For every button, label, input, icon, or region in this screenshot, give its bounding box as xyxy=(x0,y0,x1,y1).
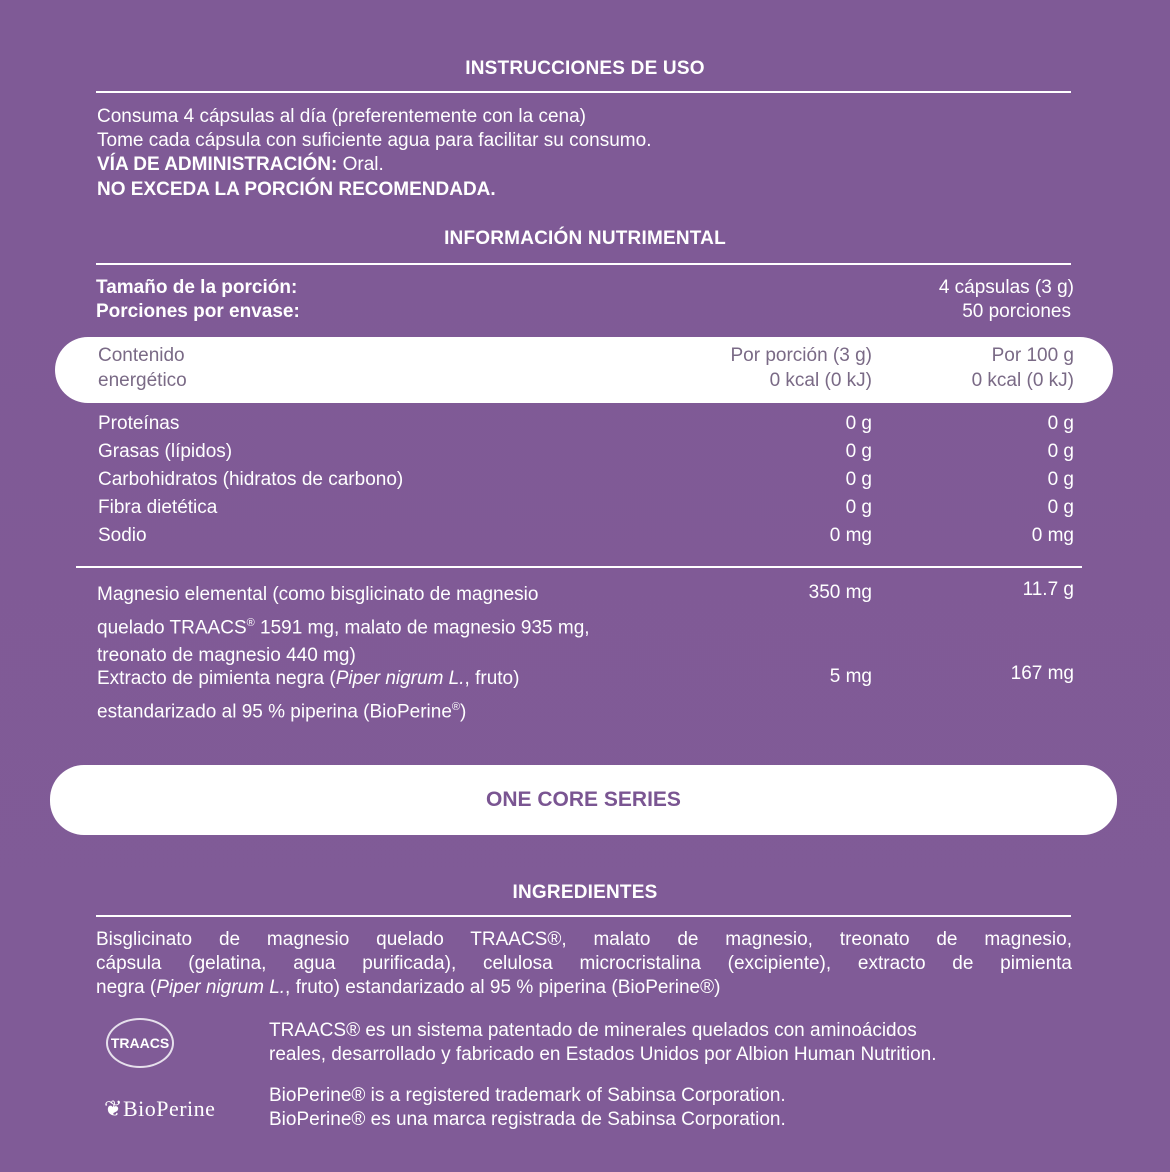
table-row xyxy=(98,410,1074,438)
magnesium-line: treonato de magnesio 440 mg) xyxy=(97,645,356,667)
bioperine-logo-text: BioPerine xyxy=(122,1096,216,1121)
per-serving-header: Por porción (3 g) xyxy=(730,345,872,366)
per-100g-header: Por 100 g xyxy=(991,345,1074,366)
bioperine-logo xyxy=(104,1096,215,1122)
pepper-per-100g: 167 mg xyxy=(1010,663,1074,684)
ingredients-line: cápsula (gelatina, agua purificada), celulosa microcristalina (excipiente), extracto de pimienta xyxy=(96,953,1072,974)
nutrient-per-serving: 0 g xyxy=(845,497,872,518)
magnesium-line: Magnesio elemental (como bisglicinato de magnesio xyxy=(97,584,539,605)
serving-size-value: 4 cápsulas (3 g) xyxy=(938,277,1074,298)
instructions-title: INSTRUCCIONES DE USO xyxy=(465,58,705,79)
servings-per-container-label: Porciones por envase: xyxy=(96,301,300,322)
pepper-line xyxy=(97,693,519,726)
ingredients-line xyxy=(96,976,1072,1000)
table-row xyxy=(98,494,1074,522)
route-line xyxy=(97,153,384,177)
registered-mark: ® xyxy=(451,701,460,713)
per-100g-energy: 0 kcal (0 kJ) xyxy=(971,370,1074,391)
leaf-icon: ❦ xyxy=(104,1096,123,1121)
divider xyxy=(76,566,1082,568)
series-banner-text: ONE CORE SERIES xyxy=(486,788,681,811)
pepper-description xyxy=(97,665,519,726)
pepper-line-text: estandarizado al 95 % piperina (BioPerine xyxy=(97,701,452,723)
magnesium-line-text: quelado TRAACS xyxy=(97,617,247,639)
ingredients-line-text: , fruto) estandarizado al 95 % piperina (BioPerine®) xyxy=(285,977,721,998)
magnesium-per-serving: 350 mg xyxy=(808,582,872,603)
bioperine-note-line: BioPerine® es una marca registrada de Sabinsa Corporation. xyxy=(269,1109,786,1130)
nutrient-per-100g: 0 mg xyxy=(1031,525,1074,546)
traacs-note-line: TRAACS® es un sistema patentado de minerales quelados con aminoácidos xyxy=(269,1020,917,1041)
pepper-line-text: , fruto) xyxy=(464,668,520,689)
dosage-warning: NO EXCEDA LA PORCIÓN RECOMENDADA. xyxy=(97,179,496,200)
route-label: VÍA DE ADMINISTRACIÓN: xyxy=(97,154,338,175)
servings-per-container-value: 50 porciones xyxy=(962,301,1071,322)
table-row xyxy=(98,466,1074,494)
divider xyxy=(96,915,1071,917)
ingredients-list xyxy=(96,928,1072,1000)
nutrient-per-serving: 0 mg xyxy=(829,525,872,546)
nutrient-name: Fibra dietética xyxy=(98,497,218,518)
route-value: Oral. xyxy=(337,154,384,175)
divider xyxy=(96,263,1071,265)
nutrient-name: Grasas (lípidos) xyxy=(98,441,233,462)
traacs-note-line: reales, desarrollado y fabricado en Estados Unidos por Albion Human Nutrition. xyxy=(269,1044,937,1065)
pepper-per-serving: 5 mg xyxy=(829,666,872,687)
ingredients-line-text: negra ( xyxy=(96,977,157,998)
instruction-line: Consuma 4 cápsulas al día (preferentemente con la cena) xyxy=(97,106,586,127)
magnesium-line xyxy=(97,609,590,642)
bioperine-note-line: BioPerine® is a registered trademark of Sabinsa Corporation. xyxy=(269,1085,786,1106)
ingredients-title: INGREDIENTES xyxy=(512,882,658,903)
pepper-latin-name: Piper nigrum L. xyxy=(335,668,465,689)
ingredients-line: Bisglicinato de magnesio quelado TRAACS®, malato de magnesio, treonato de magnesio, xyxy=(96,929,1072,950)
traacs-note xyxy=(269,1019,936,1067)
divider xyxy=(96,91,1071,93)
nutrient-table xyxy=(98,410,1074,550)
nutrient-per-100g: 0 g xyxy=(1047,497,1074,518)
nutrition-title: INFORMACIÓN NUTRIMENTAL xyxy=(444,228,726,249)
registered-mark: ® xyxy=(246,617,255,629)
magnesium-description xyxy=(97,581,590,670)
table-row xyxy=(98,438,1074,466)
magnesium-line-text: 1591 mg, malato de magnesio 935 mg, xyxy=(254,617,590,639)
table-row xyxy=(98,522,1074,550)
energy-content-row xyxy=(55,337,1113,403)
nutrient-per-serving: 0 g xyxy=(845,413,872,434)
energy-label: energético xyxy=(98,370,187,391)
nutrient-per-100g: 0 g xyxy=(1047,413,1074,434)
pepper-line-text: Extracto de pimienta negra ( xyxy=(97,668,336,689)
pepper-latin-name: Piper nigrum L. xyxy=(156,977,286,998)
pepper-line xyxy=(97,665,519,693)
nutrient-per-serving: 0 g xyxy=(845,441,872,462)
nutrient-name: Carbohidratos (hidratos de carbono) xyxy=(98,469,404,490)
traacs-logo-text: TRAACS xyxy=(110,1035,170,1051)
traacs-logo xyxy=(106,1018,174,1068)
instruction-line: Tome cada cápsula con suficiente agua para facilitar su consumo. xyxy=(97,130,652,151)
nutrient-name: Proteínas xyxy=(98,413,180,434)
per-serving-energy: 0 kcal (0 kJ) xyxy=(769,370,872,391)
bioperine-note xyxy=(269,1084,786,1132)
magnesium-per-100g: 11.7 g xyxy=(1022,579,1074,600)
energy-label: Contenido xyxy=(98,345,185,366)
pepper-line-text: ) xyxy=(460,701,467,723)
nutrient-per-100g: 0 g xyxy=(1047,469,1074,490)
nutrient-per-100g: 0 g xyxy=(1047,441,1074,462)
serving-size-label: Tamaño de la porción: xyxy=(96,277,298,298)
nutrient-name: Sodio xyxy=(98,525,147,546)
nutrient-per-serving: 0 g xyxy=(845,469,872,490)
